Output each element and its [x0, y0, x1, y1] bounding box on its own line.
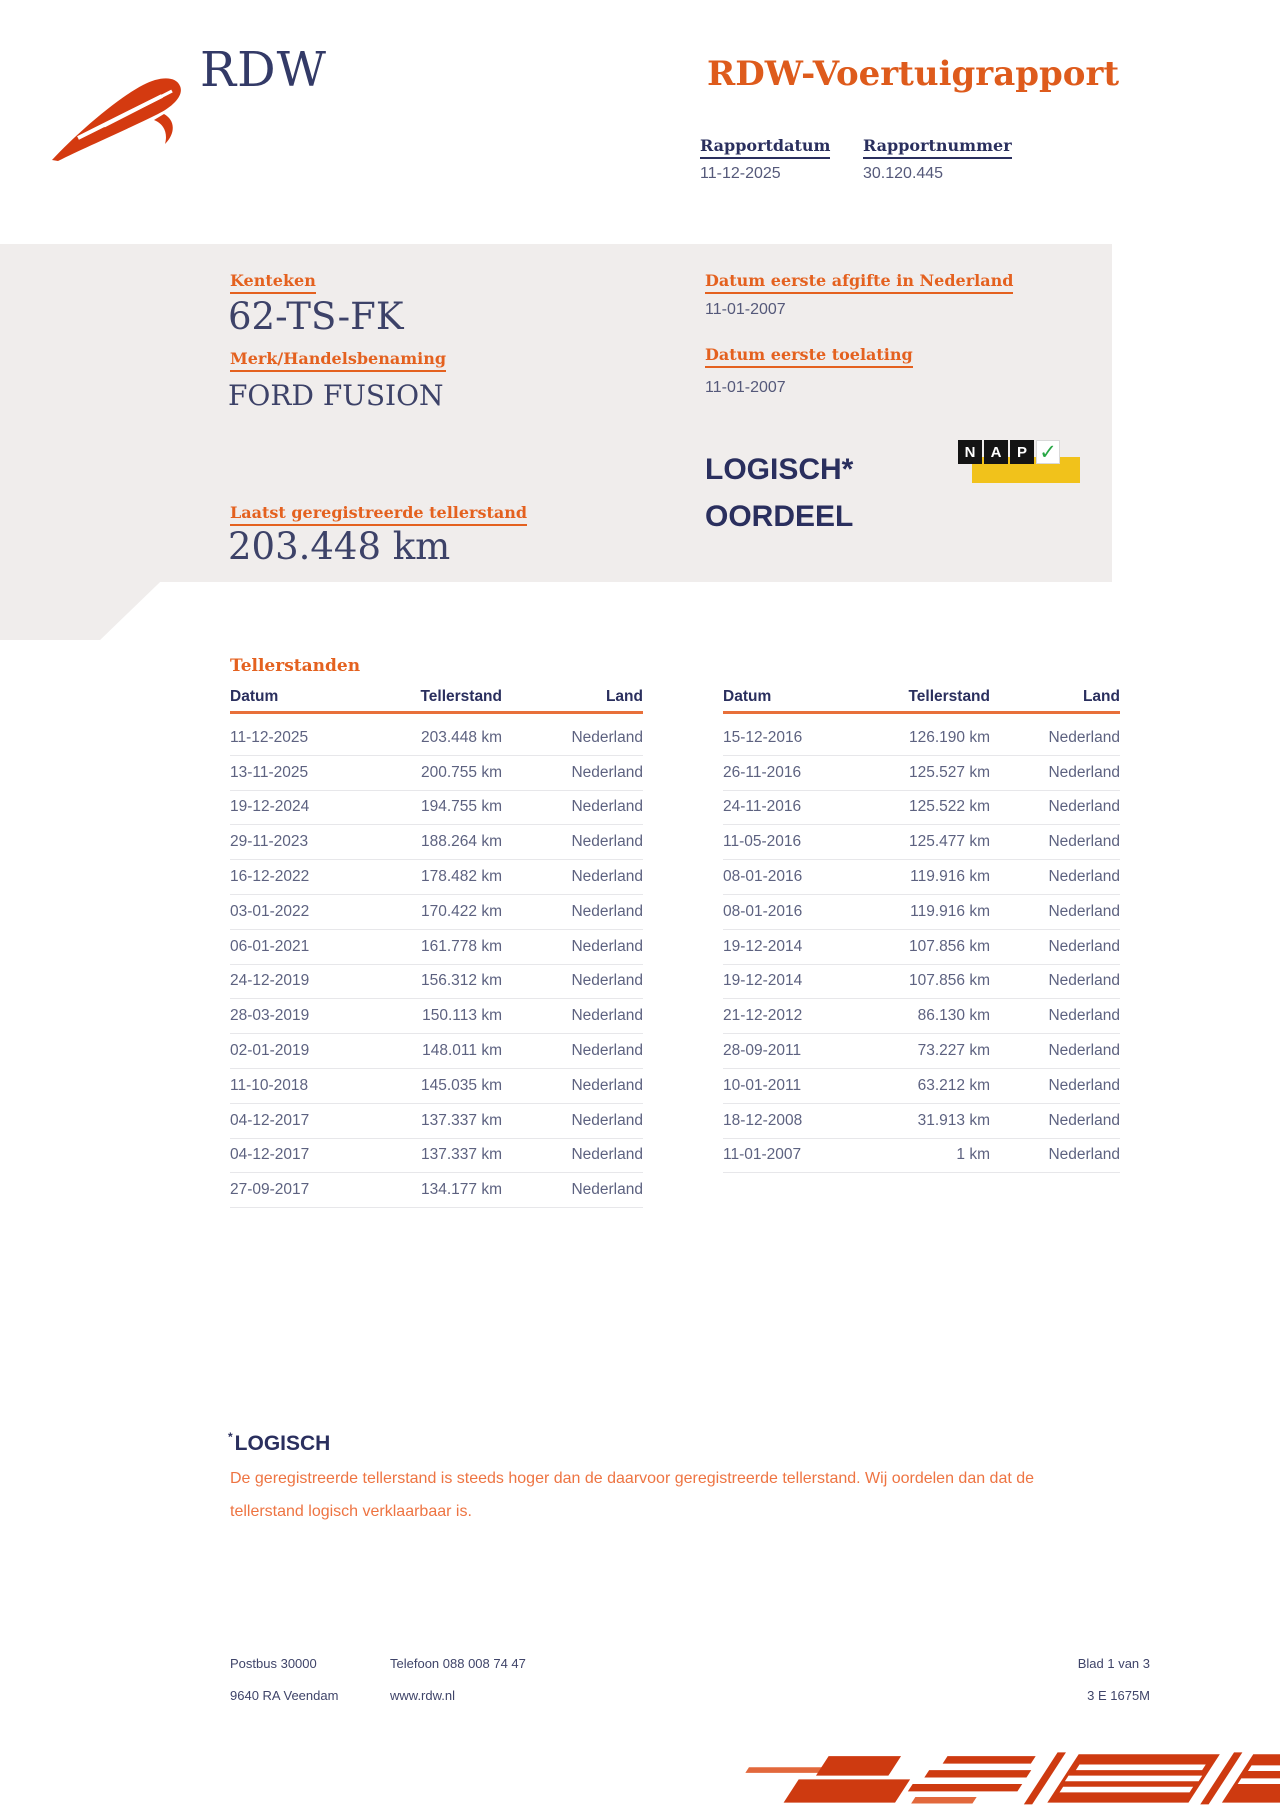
- cell-land: Nederland: [571, 972, 643, 990]
- cell-datum: 04-12-2017: [230, 1111, 310, 1129]
- cell-land: Nederland: [571, 1007, 643, 1025]
- column-header-datum: Datum: [723, 688, 772, 705]
- cell-land: Nederland: [571, 1076, 643, 1094]
- vehicle-summary-panel: [0, 244, 1112, 640]
- cell-tellerstand: 137.337 km: [421, 1146, 502, 1164]
- column-header-land: Land: [605, 688, 643, 705]
- cell-tellerstand: 73.227 km: [917, 1042, 990, 1060]
- table-row: [230, 1139, 643, 1174]
- cell-land: Nederland: [1048, 1076, 1120, 1094]
- eerste-toelating-value: 11-01-2007: [705, 379, 786, 396]
- cell-datum: 19-12-2014: [723, 937, 803, 955]
- cell-land: Nederland: [1048, 798, 1120, 816]
- cell-tellerstand: 161.778 km: [421, 937, 502, 955]
- nap-letter-a: A: [984, 440, 1008, 464]
- table-row: [230, 860, 643, 895]
- oordeel-line1: LOGISCH*: [705, 453, 854, 486]
- table-row: [230, 1104, 643, 1139]
- cell-tellerstand: 145.035 km: [421, 1076, 502, 1094]
- cell-tellerstand: 178.482 km: [421, 868, 502, 886]
- table-header-row: [230, 684, 643, 714]
- table-row: [230, 895, 643, 930]
- cell-tellerstand: 1 km: [956, 1146, 990, 1164]
- cell-datum: 28-09-2011: [723, 1042, 802, 1060]
- cell-land: Nederland: [1048, 763, 1120, 781]
- cell-tellerstand: 119.916 km: [910, 868, 990, 886]
- cell-land: Nederland: [571, 902, 643, 920]
- cell-datum: 06-01-2021: [230, 937, 310, 955]
- cell-tellerstand: 31.913 km: [917, 1111, 990, 1129]
- report-number-label: Rapportnummer: [863, 136, 1012, 159]
- footer-phone: Telefoon 088 008 74 47: [390, 1656, 526, 1671]
- table-row: [230, 756, 643, 791]
- eerste-afgifte-value: 11-01-2007: [705, 301, 786, 318]
- table-row: [723, 1104, 1120, 1139]
- footer-form-code: 3 E 1675M: [1087, 1688, 1150, 1703]
- cell-land: Nederland: [1048, 728, 1120, 746]
- cell-land: Nederland: [571, 1181, 643, 1199]
- eerste-afgifte-label: Datum eerste afgifte in Nederland: [705, 271, 1013, 294]
- cell-datum: 24-12-2019: [230, 972, 310, 990]
- laatste-tellerstand-value: 203.448 km: [228, 525, 451, 568]
- cell-land: Nederland: [1048, 1146, 1120, 1164]
- table-row: [723, 965, 1120, 1000]
- column-header-datum: Datum: [230, 688, 279, 705]
- cell-tellerstand: 125.522 km: [909, 798, 990, 816]
- cell-tellerstand: 148.011 km: [422, 1042, 502, 1060]
- table-row: [723, 791, 1120, 826]
- page-title: RDW-Voertuigrapport: [707, 54, 1120, 94]
- cell-datum: 21-12-2012: [723, 1007, 803, 1025]
- cell-tellerstand: 170.422 km: [421, 902, 502, 920]
- table-row: [230, 791, 643, 826]
- cell-datum: 11-10-2018: [230, 1076, 309, 1094]
- cell-land: Nederland: [571, 728, 643, 746]
- table-row: [723, 1139, 1120, 1174]
- cell-tellerstand: 150.113 km: [422, 1007, 502, 1025]
- table-row: [230, 721, 643, 756]
- table-row: [723, 895, 1120, 930]
- table-row: [723, 1069, 1120, 1104]
- column-header-tellerstand: Tellerstand: [908, 688, 990, 705]
- cell-land: Nederland: [571, 763, 643, 781]
- table-row: [723, 860, 1120, 895]
- cell-tellerstand: 203.448 km: [421, 728, 502, 746]
- cell-land: Nederland: [1048, 833, 1120, 851]
- nap-logo: [958, 440, 1082, 488]
- cell-land: Nederland: [571, 937, 643, 955]
- cell-datum: 16-12-2022: [230, 868, 310, 886]
- cell-land: Nederland: [571, 1146, 643, 1164]
- cell-datum: 19-12-2014: [723, 972, 803, 990]
- cell-tellerstand: 156.312 km: [421, 972, 502, 990]
- cell-land: Nederland: [1048, 868, 1120, 886]
- cell-tellerstand: 86.130 km: [917, 1007, 990, 1025]
- column-header-land: Land: [1082, 688, 1120, 705]
- cell-tellerstand: 126.190 km: [909, 728, 990, 746]
- cell-land: Nederland: [1048, 972, 1120, 990]
- report-date-value: 11-12-2025: [700, 165, 781, 182]
- tellerstanden-heading: Tellerstanden: [230, 656, 361, 676]
- cell-datum: 02-01-2019: [230, 1042, 310, 1060]
- cell-datum: 10-01-2011: [723, 1076, 802, 1094]
- odometer-table-right: [723, 684, 1120, 1173]
- cell-datum: 19-12-2024: [230, 798, 310, 816]
- cell-land: Nederland: [1048, 937, 1120, 955]
- cell-datum: 27-09-2017: [230, 1181, 310, 1199]
- cell-land: Nederland: [1048, 1042, 1120, 1060]
- table-row: [230, 930, 643, 965]
- table-row: [723, 999, 1120, 1034]
- report-date-label: Rapportdatum: [700, 136, 830, 159]
- table-row: [230, 825, 643, 860]
- cell-tellerstand: 119.916 km: [910, 902, 990, 920]
- cell-tellerstand: 125.477 km: [909, 833, 990, 851]
- cell-datum: 13-11-2025: [230, 763, 309, 781]
- merk-value: FORD FUSION: [228, 379, 444, 412]
- cell-datum: 29-11-2023: [230, 833, 309, 851]
- cell-datum: 18-12-2008: [723, 1111, 803, 1129]
- table-row: [723, 825, 1120, 860]
- nap-checkmark-icon: ✓: [1036, 440, 1060, 464]
- footnote-asterisk: *: [228, 1430, 233, 1444]
- cell-datum: 28-03-2019: [230, 1007, 310, 1025]
- cell-tellerstand: 107.856 km: [909, 972, 990, 990]
- oordeel-line2: OORDEEL: [705, 500, 854, 533]
- cell-datum: 08-01-2016: [723, 868, 803, 886]
- cell-datum: 24-11-2016: [723, 798, 802, 816]
- table-row: [723, 930, 1120, 965]
- table-row: [230, 1034, 643, 1069]
- cell-land: Nederland: [1048, 902, 1120, 920]
- cell-tellerstand: 137.337 km: [421, 1111, 502, 1129]
- odometer-table-left: [230, 684, 643, 1208]
- cell-land: Nederland: [571, 868, 643, 886]
- table-row: [723, 721, 1120, 756]
- table-row: [230, 1173, 643, 1208]
- table-row: [723, 1034, 1120, 1069]
- cell-datum: 04-12-2017: [230, 1146, 310, 1164]
- table-header-row: [723, 684, 1120, 714]
- rdw-truck-decoration-icon: [700, 1745, 1280, 1810]
- logisch-footnote-text: De geregistreerde tellerstand is steeds hoger dan de daarvoor geregistreerde tellerstand. Wij oordelen dan dat de tellerstand logisch verklaarbaar is.: [230, 1470, 1035, 1520]
- cell-land: Nederland: [571, 1111, 643, 1129]
- cell-tellerstand: 188.264 km: [421, 833, 502, 851]
- report-number-value: 30.120.445: [863, 165, 944, 182]
- cell-land: Nederland: [571, 798, 643, 816]
- cell-datum: 03-01-2022: [230, 902, 310, 920]
- oordeel-verdict: [705, 446, 853, 540]
- cell-tellerstand: 194.755 km: [421, 798, 502, 816]
- footer-address-line2: 9640 RA Veendam: [230, 1688, 339, 1703]
- kenteken-value: 62-TS-FK: [228, 295, 404, 338]
- cell-datum: 11-01-2007: [723, 1146, 802, 1164]
- nap-letter-p: P: [1010, 440, 1034, 464]
- cell-tellerstand: 125.527 km: [909, 763, 990, 781]
- cell-datum: 26-11-2016: [723, 763, 802, 781]
- table-row: [230, 1069, 643, 1104]
- kenteken-label: Kenteken: [230, 271, 316, 294]
- logisch-footnote-title: [228, 1430, 330, 1456]
- nap-letter-n: N: [958, 440, 982, 464]
- table-row: [230, 965, 643, 1000]
- cell-datum: 08-01-2016: [723, 902, 803, 920]
- table-row: [723, 756, 1120, 791]
- merk-label: Merk/Handelsbenaming: [230, 349, 446, 372]
- cell-land: Nederland: [1048, 1111, 1120, 1129]
- cell-datum: 11-12-2025: [230, 728, 309, 746]
- cell-tellerstand: 107.856 km: [909, 937, 990, 955]
- table-row: [230, 999, 643, 1034]
- laatste-tellerstand-label: Laatst geregistreerde tellerstand: [230, 503, 527, 526]
- cell-land: Nederland: [571, 833, 643, 851]
- rdw-logo-text: RDW: [200, 42, 327, 98]
- cell-datum: 15-12-2016: [723, 728, 803, 746]
- cell-tellerstand: 200.755 km: [421, 763, 502, 781]
- footer-address-line1: Postbus 30000: [230, 1656, 317, 1671]
- column-header-tellerstand: Tellerstand: [420, 688, 502, 705]
- rdw-feather-logo-icon: [48, 70, 190, 165]
- cell-tellerstand: 63.212 km: [917, 1076, 990, 1094]
- eerste-toelating-label: Datum eerste toelating: [705, 345, 913, 368]
- cell-tellerstand: 134.177 km: [421, 1181, 502, 1199]
- footer-page-info: Blad 1 van 3: [1077, 1656, 1150, 1671]
- cell-land: Nederland: [571, 1042, 643, 1060]
- cell-datum: 11-05-2016: [723, 833, 802, 851]
- footer-website: www.rdw.nl: [390, 1688, 456, 1703]
- cell-land: Nederland: [1048, 1007, 1120, 1025]
- footnote-title-text: LOGISCH: [234, 1432, 331, 1455]
